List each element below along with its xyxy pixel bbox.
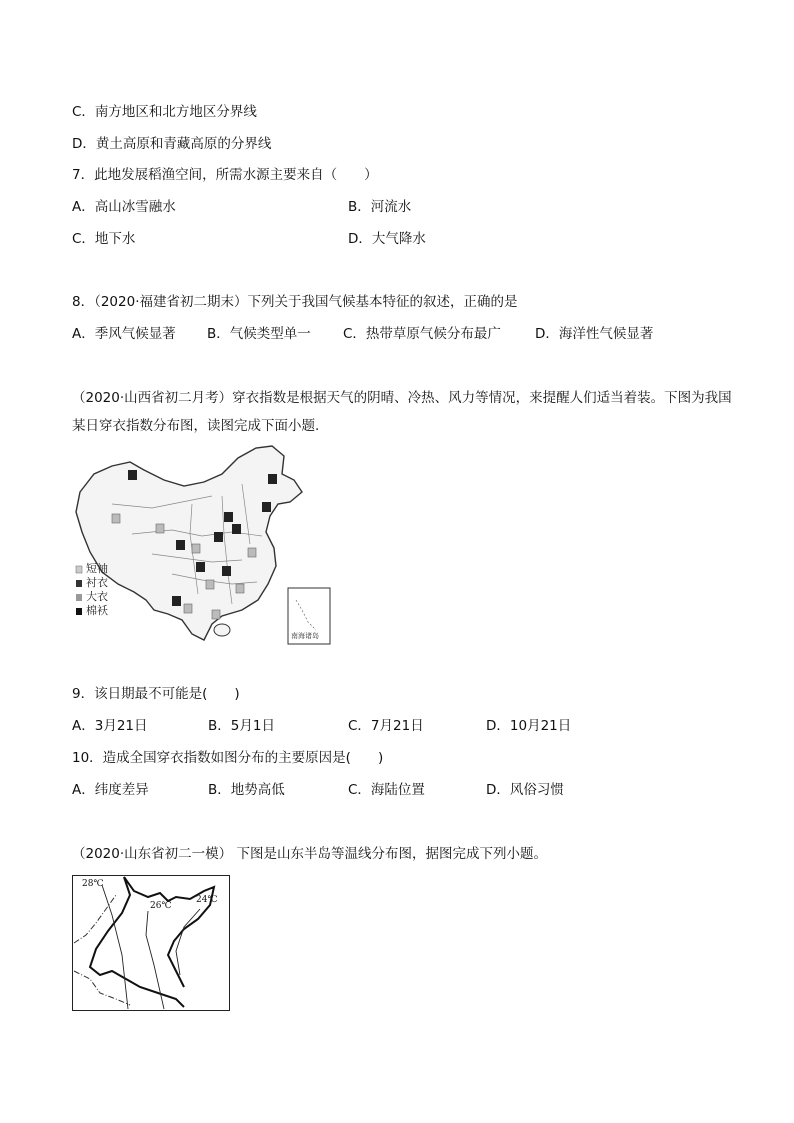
china-clothing-index-map [72,444,334,650]
q10-option-b: B．地势高低 [208,782,285,798]
q9-option-a: A．3月21日 [72,718,148,734]
china-map-svg [72,444,334,650]
q7-stem: 7．此地发展稻渔空间，所需水源主要来自（ ） [72,167,378,183]
isotherm-label-24: 24℃ [196,895,218,905]
shandong-isotherm-map [72,875,230,1011]
q7-option-b: B．河流水 [348,199,412,215]
map-legend [76,566,82,615]
legend-coat: 大衣 [86,590,108,603]
q10-option-d: D．风俗习惯 [486,782,564,798]
q7-option-c: C．地下水 [72,231,136,247]
inset-label: 南海诸岛 [291,632,319,640]
q8-option-b: B．气候类型单一 [207,326,311,342]
legend-short-sleeve: 短袖 [86,562,108,575]
q8-option-d: D．海洋性气候显著 [535,326,654,342]
q7-option-a: A．高山冰雪融水 [72,199,176,215]
intro-9-10: （2020·山西省初二月考）穿衣指数是根据天气的阴晴、冷热、风力等情况，来提醒人们适当着装。下图为我国某日穿衣指数分布图，读图完成下面小题. [72,390,732,434]
isotherm-label-26: 26℃ [150,901,172,911]
q8-stem: 8．（2020·福建省初二期末）下列关于我国气候基本特征的叙述，正确的是 [72,294,518,310]
q7-option-d: D．大气降水 [348,231,426,247]
q6-option-c: C．南方地区和北方地区分界线 [72,104,257,120]
q10-option-a: A．纬度差异 [72,782,149,798]
intro-shandong: （2020·山东省初二一模） 下图是山东半岛等温线分布图，据图完成下列小题。 [72,846,547,862]
q9-option-d: D．10月21日 [486,718,572,734]
q10-stem: 10．造成全国穿衣指数如图分布的主要原因是( ) [72,750,384,766]
q9-option-b: B．5月1日 [208,718,275,734]
legend-shirt: 衬衣 [86,576,108,589]
q6-option-d: D．黄土高原和青藏高原的分界线 [72,136,272,152]
isotherm-label-28: 28℃ [82,879,104,889]
q8-option-c: C．热带草原气候分布最广 [343,326,501,342]
q10-option-c: C．海陆位置 [348,782,425,798]
q8-option-a: A．季风气候显著 [72,326,176,342]
q9-option-c: C．7月21日 [348,718,424,734]
q9-stem: 9．该日期最不可能是( ) [72,686,240,702]
legend-padded-jacket: 棉袄 [86,604,108,617]
